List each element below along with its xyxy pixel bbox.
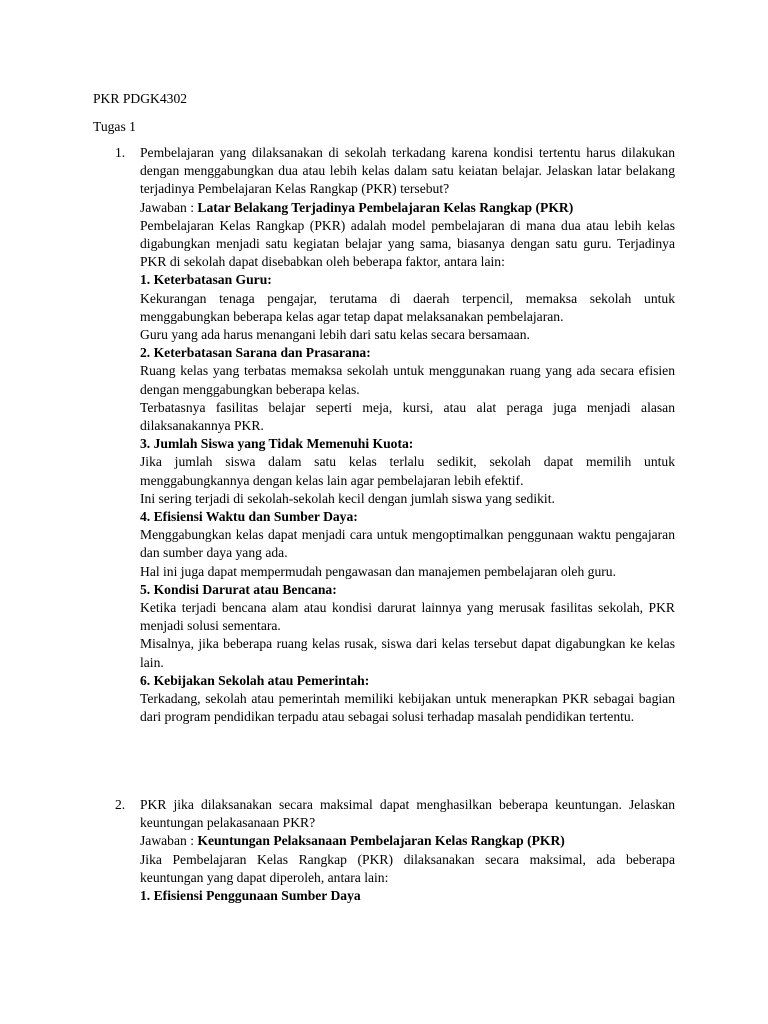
point-heading: 6. Kebijakan Sekolah atau Pemerintah:: [140, 672, 370, 688]
point-paragraph: Misalnya, jika beberapa ruang kelas rusak, siswa dari kelas tersebut dapat digabungkan ke kelas lain.: [140, 636, 675, 670]
point-heading: 4. Efisiensi Waktu dan Sumber Daya:: [140, 509, 358, 525]
point-heading: 3. Jumlah Siswa yang Tidak Memenuhi Kuota:: [140, 436, 414, 452]
question-body: [140, 796, 675, 905]
answer-heading: [140, 199, 675, 217]
question-item-2: [93, 796, 675, 905]
point-heading: 1. Keterbatasan Guru:: [140, 272, 272, 288]
point-heading: 5. Kondisi Darurat atau Bencana:: [140, 581, 337, 597]
point-paragraph: Ini sering terjadi di sekolah-sekolah kecil dengan jumlah siswa yang sedikit.: [140, 490, 555, 506]
answer-intro: Jika Pembelajaran Kelas Rangkap (PKR) dilaksanakan secara maksimal, ada beberapa keuntungan yang dapat diperoleh, antara lain:: [140, 851, 675, 885]
point-paragraph: Terbatasnya fasilitas belajar seperti meja, kursi, atau alat peraga juga menjadi alasan dilaksanakannya PKR.: [140, 399, 675, 434]
question-text: PKR jika dilaksanakan secara maksimal dapat menghasilkan beberapa keuntungan. Jelaskan keuntungan pelakasanaan PKR?: [140, 797, 675, 831]
point-paragraph: Jika jumlah siswa dalam satu kelas terlalu sedikit, sekolah dapat memilih untuk menggabungkannya dengan kelas lain agar pembelajaran lebih efektif.: [140, 454, 675, 488]
answer-heading: [140, 832, 675, 850]
point-paragraph: Ketika terjadi bencana alam atau kondisi darurat lainnya yang merusak fasilitas sekolah, PKR menjadi solusi sementara.: [140, 600, 675, 634]
question-item-1: [93, 144, 675, 727]
point-paragraph: Terkadang, sekolah atau pemerintah memiliki kebijakan untuk menerapkan PKR sebagai bagian dari program pendidikan terpadu atau sebagai solusi terhadap masalah pendidikan tertentu.: [140, 691, 675, 725]
question-body: [140, 144, 675, 727]
answer-label: Jawaban :: [140, 833, 198, 849]
point-paragraph: Kekurangan tenaga pengajar, terutama di daerah terpencil, memaksa sekolah untuk menggabungkan beberapa kelas agar tetap dapat melaksanakan pembelajaran.: [140, 290, 675, 324]
answer-title: Keuntungan Pelaksanaan Pembelajaran Kelas Rangkap (PKR): [197, 833, 565, 849]
question-number: 1.: [115, 145, 126, 160]
point-paragraph: Hal ini juga dapat mempermudah pengawasan dan manajemen pembelajaran oleh guru.: [140, 563, 616, 579]
document-title: PKR PDGK4302: [93, 91, 188, 106]
answer-label: Jawaban :: [140, 199, 198, 215]
question-text: Pembelajaran yang dilaksanakan di sekolah terkadang karena kondisi tertentu harus dilakukan dengan menggabungkan dua atau lebih kelas dalam satu keiatan belajar. Jelaskan latar belakang terjadinya Pembelajaran Kelas Rangkap (PKR) tersebut?: [140, 145, 675, 197]
point-heading: 1. Efisiensi Penggunaan Sumber Daya: [140, 888, 361, 904]
point-paragraph: Menggabungkan kelas dapat menjadi cara untuk mengoptimalkan penggunaan waktu pengajaran dan sumber daya yang ada.: [140, 527, 675, 561]
point-heading: 2. Keterbatasan Sarana dan Prasarana:: [140, 345, 371, 361]
question-number: 2.: [115, 797, 126, 812]
point-paragraph: Guru yang ada harus menangani lebih dari satu kelas secara bersamaan.: [140, 327, 530, 343]
point-paragraph: Ruang kelas yang terbatas memaksa sekolah untuk menggunakan ruang yang ada secara efisien dengan menggabungkan beberapa kelas.: [140, 363, 675, 397]
document-subtitle: Tugas 1: [93, 119, 136, 134]
answer-intro: Pembelajaran Kelas Rangkap (PKR) adalah model pembelajaran di mana dua atau lebih kelas digabungkan menjadi satu kegiatan belajar yang sama, biasanya dengan satu guru. Terjadinya PKR di sekolah dapat disebabkan oleh beberapa faktor, antara lain:: [140, 217, 675, 270]
answer-title: Latar Belakang Terjadinya Pembelajaran Kelas Rangkap (PKR): [197, 199, 574, 215]
